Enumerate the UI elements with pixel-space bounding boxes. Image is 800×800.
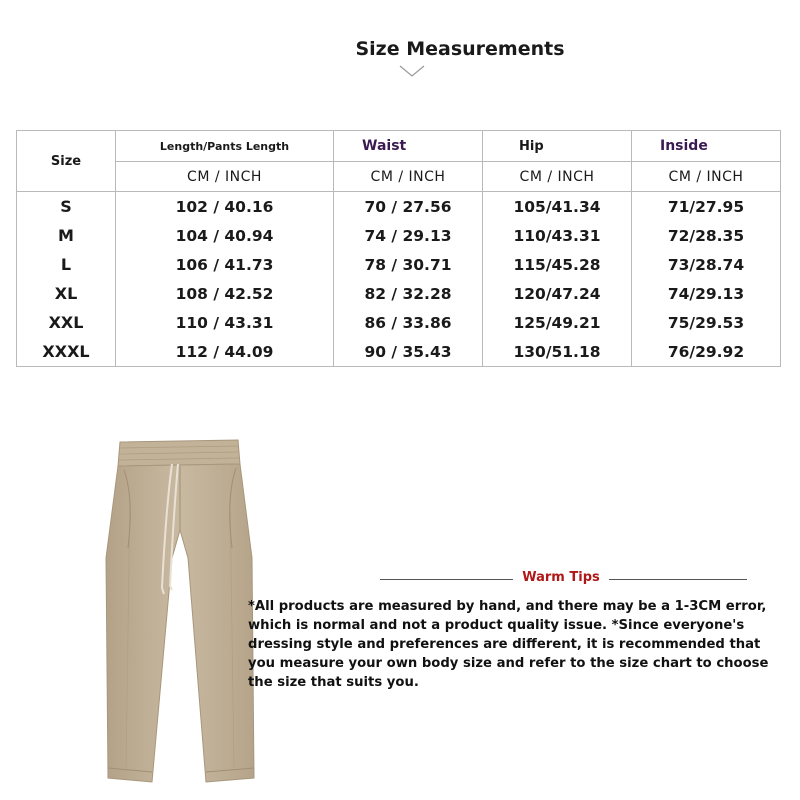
hip-column-header: Hip <box>483 131 632 162</box>
hip-cell: 120/47.24 <box>483 279 632 308</box>
waist-cell: 70 / 27.56 <box>334 192 483 222</box>
table-row <box>17 337 781 367</box>
hip-cell: 125/49.21 <box>483 308 632 337</box>
warm-tips-text: *All products are measured by hand, and there may be a 1-3CM error, which is normal and not a product quality issue. *Since everyone's dressing style and preferences are different, it is recommended that you measure your own body size and refer to the size chart to choose the size that suits you. <box>248 599 769 690</box>
hip-cell: 115/45.28 <box>483 250 632 279</box>
page-title: Size Measurements <box>355 38 565 60</box>
size-cell: XXL <box>17 308 116 337</box>
tips-divider-left <box>380 579 513 580</box>
length-cell: 112 / 44.09 <box>116 337 334 367</box>
inside-cell: 75/29.53 <box>632 308 781 337</box>
waist-cell: 78 / 30.71 <box>334 250 483 279</box>
waist-cell: 82 / 32.28 <box>334 279 483 308</box>
inside-cell: 72/28.35 <box>632 221 781 250</box>
hip-cell: 130/51.18 <box>483 337 632 367</box>
table-row <box>17 279 781 308</box>
length-cell: 110 / 43.31 <box>116 308 334 337</box>
table-unit-row <box>17 162 781 192</box>
size-cell: XL <box>17 279 116 308</box>
inside-cell: 73/28.74 <box>632 250 781 279</box>
table-header-row <box>17 131 781 162</box>
table-row <box>17 221 781 250</box>
size-cell: XXXL <box>17 337 116 367</box>
inside-unit: CM / INCH <box>632 162 781 192</box>
size-cell: S <box>17 192 116 222</box>
length-cell: 102 / 40.16 <box>116 192 334 222</box>
size-cell: M <box>17 221 116 250</box>
inside-cell: 76/29.92 <box>632 337 781 367</box>
inside-cell: 74/29.13 <box>632 279 781 308</box>
inside-cell: 71/27.95 <box>632 192 781 222</box>
table-row <box>17 308 781 337</box>
size-cell: L <box>17 250 116 279</box>
waist-cell: 90 / 35.43 <box>334 337 483 367</box>
hip-cell: 110/43.31 <box>483 221 632 250</box>
length-cell: 104 / 40.94 <box>116 221 334 250</box>
warm-tips-title: Warm Tips <box>522 570 600 585</box>
length-column-header: Length/Pants Length <box>116 131 334 162</box>
pants-product-image <box>100 438 260 788</box>
length-cell: 106 / 41.73 <box>116 250 334 279</box>
inside-column-header: Inside <box>632 131 781 162</box>
length-cell: 108 / 42.52 <box>116 279 334 308</box>
waist-column-header: Waist <box>334 131 483 162</box>
chevron-down-icon <box>398 64 426 78</box>
waist-unit: CM / INCH <box>334 162 483 192</box>
tips-divider-right <box>609 579 747 580</box>
waist-cell: 86 / 33.86 <box>334 308 483 337</box>
length-unit: CM / INCH <box>116 162 334 192</box>
table-row <box>17 250 781 279</box>
hip-cell: 105/41.34 <box>483 192 632 222</box>
table-row <box>17 192 781 222</box>
waist-cell: 74 / 29.13 <box>334 221 483 250</box>
size-table <box>16 130 781 367</box>
hip-unit: CM / INCH <box>483 162 632 192</box>
size-column-header: Size <box>17 131 116 192</box>
